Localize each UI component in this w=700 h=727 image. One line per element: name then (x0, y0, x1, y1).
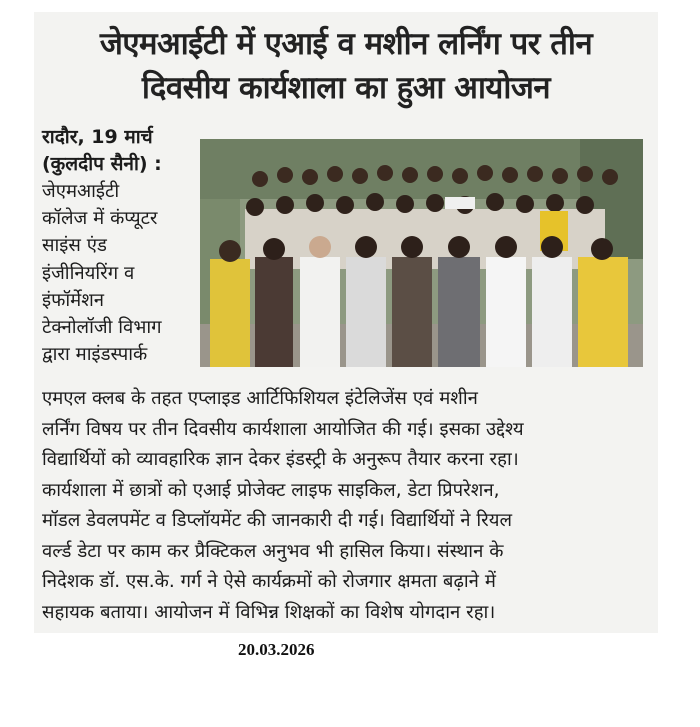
body-line: विद्यार्थियों को व्यावहारिक ज्ञान देकर इंडस्ट्री के अनुरूप तैयार करना रहा। (42, 449, 519, 470)
newspaper-clipping (34, 12, 658, 633)
side-line: इंजीनियरिंग व (42, 262, 135, 284)
body-line: लर्निंग विषय पर तीन दिवसीय कार्यशाला आयोजित की गई। इसका उद्देश्य (42, 418, 524, 440)
headline-line-1: जेएमआईटी में एआई व मशीन लर्निंग पर तीन (99, 26, 593, 62)
group-photo (200, 139, 643, 367)
dateline (42, 124, 210, 178)
side-column-text (42, 178, 212, 368)
side-line: टेक्नोलॉजी विभाग (42, 317, 162, 339)
body-line: निदेशक डॉ. एस.के. गर्ग ने ऐसे कार्यक्रमों को रोजगार क्षमता बढ़ाने में (42, 571, 496, 592)
article-body (42, 384, 650, 628)
side-line: साइंस एंड (42, 235, 107, 257)
dateline-reporter: (कुलदीप सैनी) : (42, 153, 162, 175)
group-photo-illustration (200, 139, 643, 367)
body-line: कार्यशाला में छात्रों को एआई प्रोजेक्ट लाइफ साइकिल, डेटा प्रिपरेशन, (42, 479, 500, 501)
side-line: कॉलेज में कंप्यूटर (42, 208, 158, 230)
body-line: वर्ल्ड डेटा पर काम कर प्रैक्टिकल अनुभव भी हासिल किया। संस्थान के (42, 540, 504, 562)
body-line: सहायक बताया। आयोजन में विभिन्न शिक्षकों का विशेष योगदान रहा। (42, 601, 496, 623)
body-line: मॉडल डेवलपमेंट व डिप्लॉयमेंट की जानकारी दी गई। विद्यार्थियों ने रियल (42, 510, 513, 531)
side-line: द्वारा माइंडस्पार्क (42, 344, 148, 366)
clipping-date: 20.03.2026 (238, 640, 315, 659)
side-line: इंफॉर्मेशन (42, 289, 105, 311)
dateline-place-date: रादौर, 19 मार्च (42, 126, 153, 148)
side-line: जेएमआईटी (42, 181, 120, 202)
body-line: एमएल क्लब के तहत एप्लाइड आर्टिफिशियल इंटेलिजेंस एवं मशीन (42, 388, 478, 409)
headline-line-2: दिवसीय कार्यशाला का हुआ आयोजन (141, 70, 551, 106)
headline (34, 22, 658, 110)
